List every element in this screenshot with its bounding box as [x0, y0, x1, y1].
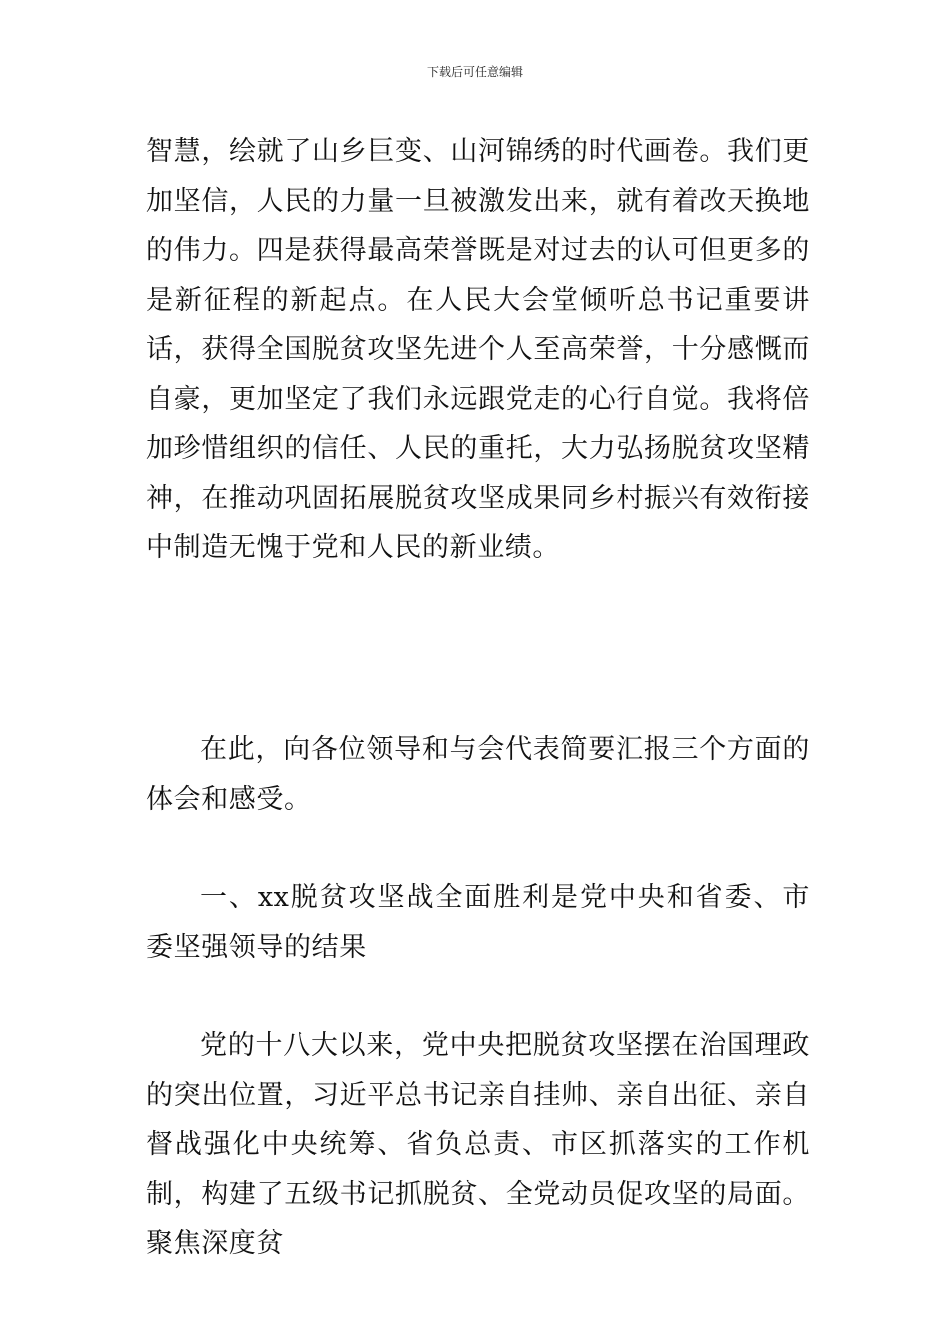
section-heading: 一、xx脱贫攻坚战全面胜利是党中央和省委、市委坚强领导的结果: [146, 882, 810, 963]
paragraph-intro: 在此，向各位领导和与会代表简要汇报三个方面的体会和感受。: [146, 734, 810, 815]
paragraph-continued: 智慧，绘就了山乡巨变、山河锦绣的时代画卷。我们更加坚信，人民的力量一旦被激发出来，就有着改天换地的伟力。四是获得最高荣誉既是对过去的认可但更多的是新征程的新起点。在人民大会堂倾听总书记重要讲话，获得全国脱贫攻坚先进个人至高荣誉，十分感慨而自豪，更加坚定了我们永远跟党走的心行自觉。我将倍加珍惜组织的信任、人民的重托，大力弘扬脱贫攻坚精神，在推动巩固拓展脱贫攻坚成果同乡村振兴有效衔接中制造无愧于党和人民的新业绩。: [146, 136, 810, 563]
page-header-note: 下载后可任意编辑: [426, 65, 523, 79]
paragraph-body: 党的十八大以来，党中央把脱贫攻坚摆在治国理政的突出位置，习近平总书记亲自挂帅、亲自出征、亲自督战强化中央统筹、省负总责、市区抓落实的工作机制，构建了五级书记抓脱贫、全党动员促攻坚的局面。聚焦深度贫: [146, 1030, 810, 1259]
